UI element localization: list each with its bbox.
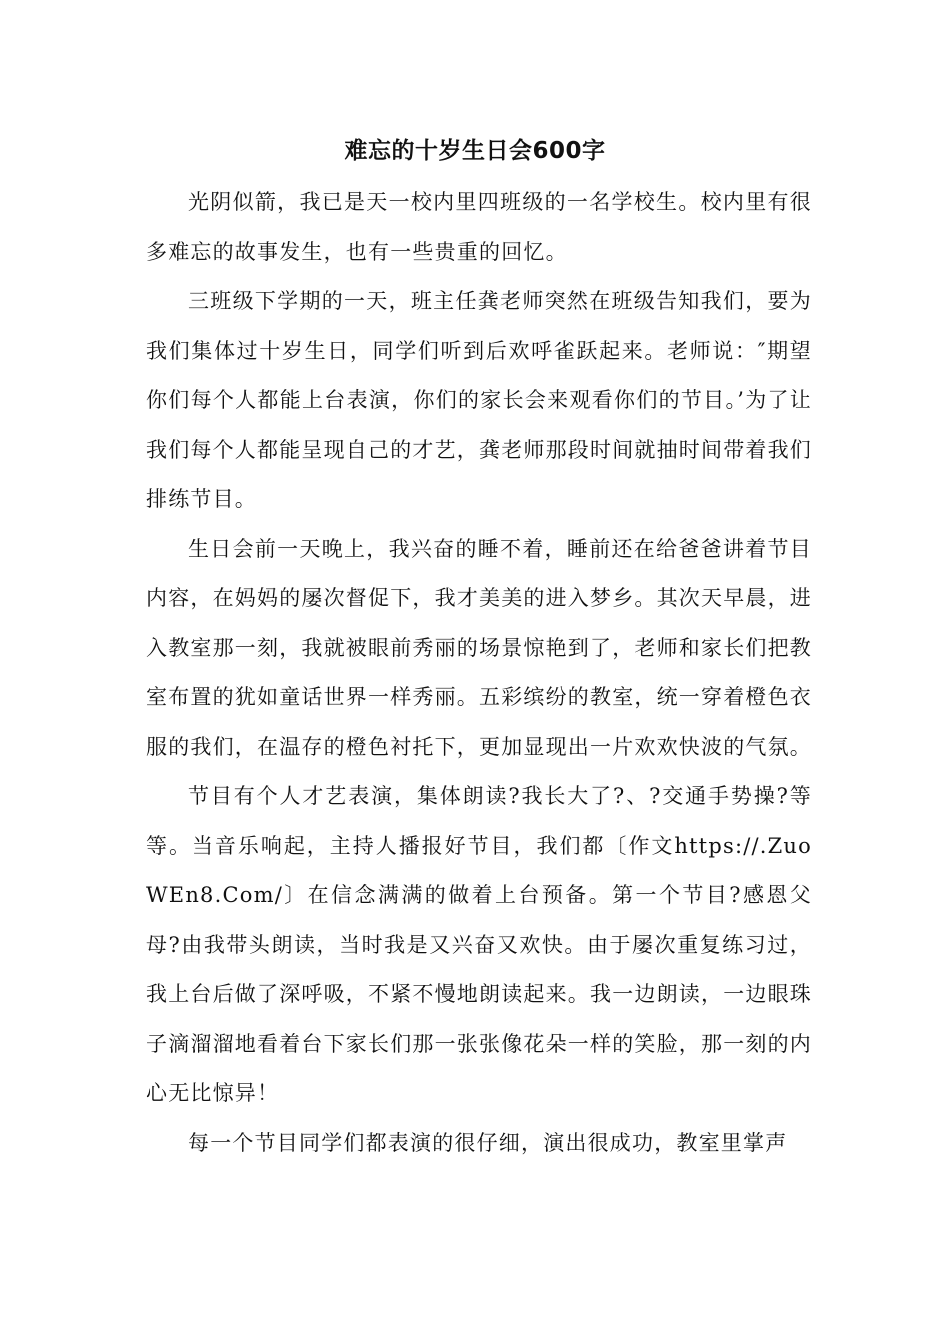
paragraph-1: 光阴似箭，我已是天一校内里四班级的一名学校生。校内里有很多难忘的故事发生，也有一些贵重的回忆。 bbox=[146, 190, 812, 264]
paragraph-4: 节目有个人才艺表演，集体朗读?我长大了?、?交通手势操?等等。当音乐响起，主持人播报好节目，我们都〔作文https://.ZuoWEn8.Com/〕在信念满满的做着上台预备。第一个节目?感恩父母?由我带头朗读，当时我是又兴奋又欢快。由于屡次重复练习过，我上台后做了深呼吸，不紧不慢地朗读起来。我一边朗读，一边眼珠子滴溜溜地看着台下家长们那一张张像花朵一样的笑脸，那一刻的内心无比惊异！ bbox=[146, 784, 812, 1105]
document-title: 难忘的十岁生日会600字 bbox=[344, 138, 606, 164]
paragraph-3: 生日会前一天晚上，我兴奋的睡不着，睡前还在给爸爸讲着节目内容，在妈妈的屡次督促下，我才美美的进入梦乡。其次天早晨，进入教室那一刻，我就被眼前秀丽的场景惊艳到了，老师和家长们把教室布置的犹如童话世界一样秀丽。五彩缤纷的教室，统一穿着橙色衣服的我们，在温存的橙色衬托下，更加显现出一片欢欢快波的气氛。 bbox=[146, 536, 812, 759]
paragraph-2: 三班级下学期的一天，班主任龚老师突然在班级告知我们，要为我们集体过十岁生日，同学们听到后欢呼雀跃起来。老师说：″期望你们每个人都能上台表演，你们的家长会来观看你们的节目。’为了让我们每个人都能呈现自己的才艺，龚老师那段时间就抽时间带着我们排练节目。 bbox=[146, 289, 812, 511]
document-body bbox=[146, 178, 812, 1168]
paragraph-5: 每一个节目同学们都表演的很仔细，演出很成功，教室里掌声 bbox=[188, 1130, 788, 1155]
